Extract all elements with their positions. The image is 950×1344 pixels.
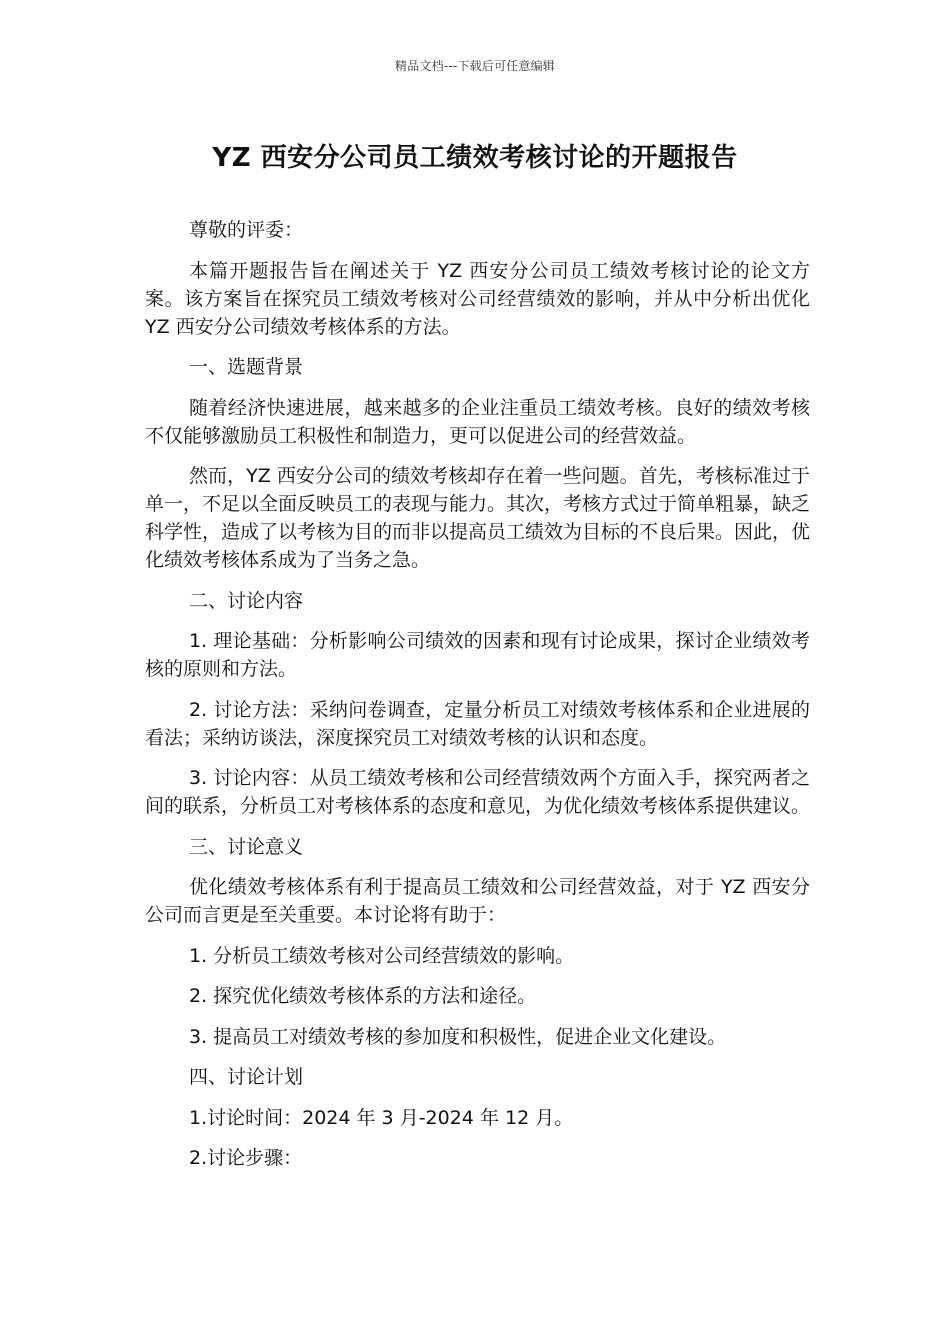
significance-item-1: 1. 分析员工绩效考核对公司经营绩效的影响。 — [189, 944, 575, 967]
background-paragraph-1: 随着经济快速进展，越来越多的企业注重员工绩效考核。良好的绩效考核不仅能够激励员工积极性和制造力，更可以促进公司的经营效益。 — [145, 396, 810, 447]
document-title: YZ 西安分公司员工绩效考核讨论的开题报告 — [212, 143, 738, 173]
section-heading-plan: 四、讨论计划 — [189, 1066, 304, 1088]
content-item-1: 1. 理论基础：分析影响公司绩效的因素和现有讨论成果，探讨企业绩效考核的原则和方法。 — [145, 630, 810, 680]
section-heading-significance: 三、讨论意义 — [189, 835, 304, 858]
significance-item-3: 3. 提高员工对绩效考核的参加度和积极性，促进企业文化建设。 — [189, 1025, 727, 1048]
document-body — [145, 216, 810, 1185]
content-item-2: 2. 讨论方法：采纳问卷调查，定量分析员工对绩效考核体系和企业进展的看法；采纳访谈法，深度探究员工对绩效考核的认识和态度。 — [145, 698, 810, 749]
header-note: 精品文档---下载后可任意编辑 — [395, 59, 555, 73]
plan-item-1: 1.讨论时间：2024 年 3 月-2024 年 12 月。 — [189, 1106, 574, 1129]
salutation: 尊敬的评委： — [189, 219, 304, 241]
intro-paragraph: 本篇开题报告旨在阐述关于 YZ 西安分公司员工绩效考核讨论的论文方案。该方案旨在探究员工绩效考核对公司经营绩效的影响，并从中分析出优化 YZ 西安分公司绩效考核体系的方法。 — [145, 259, 810, 338]
section-heading-background: 一、选题背景 — [189, 356, 304, 378]
plan-item-2: 2.讨论步骤： — [189, 1147, 303, 1169]
significance-paragraph: 优化绩效考核体系有利于提高员工绩效和公司经营效益，对于 YZ 西安分公司而言更是至关重要。本讨论将有助于： — [145, 876, 810, 926]
background-paragraph-2: 然而，YZ 西安分公司的绩效考核却存在着一些问题。首先，考核标准过于单一，不足以全面反映员工的表现与能力。其次，考核方式过于简单粗暴，缺乏科学性，造成了以考核为目的而非以提高员工绩效为目标的不良后果。因此，优化绩效考核体系成为了当务之急。 — [145, 465, 811, 571]
section-heading-content: 二、讨论内容 — [189, 589, 304, 612]
content-item-3: 3. 讨论内容：从员工绩效考核和公司经营绩效两个方面入手，探究两者之间的联系，分析员工对考核体系的态度和意见，为优化绩效考核体系提供建议。 — [145, 767, 811, 817]
significance-item-2: 2. 探究优化绩效考核体系的方法和途径。 — [189, 985, 537, 1007]
